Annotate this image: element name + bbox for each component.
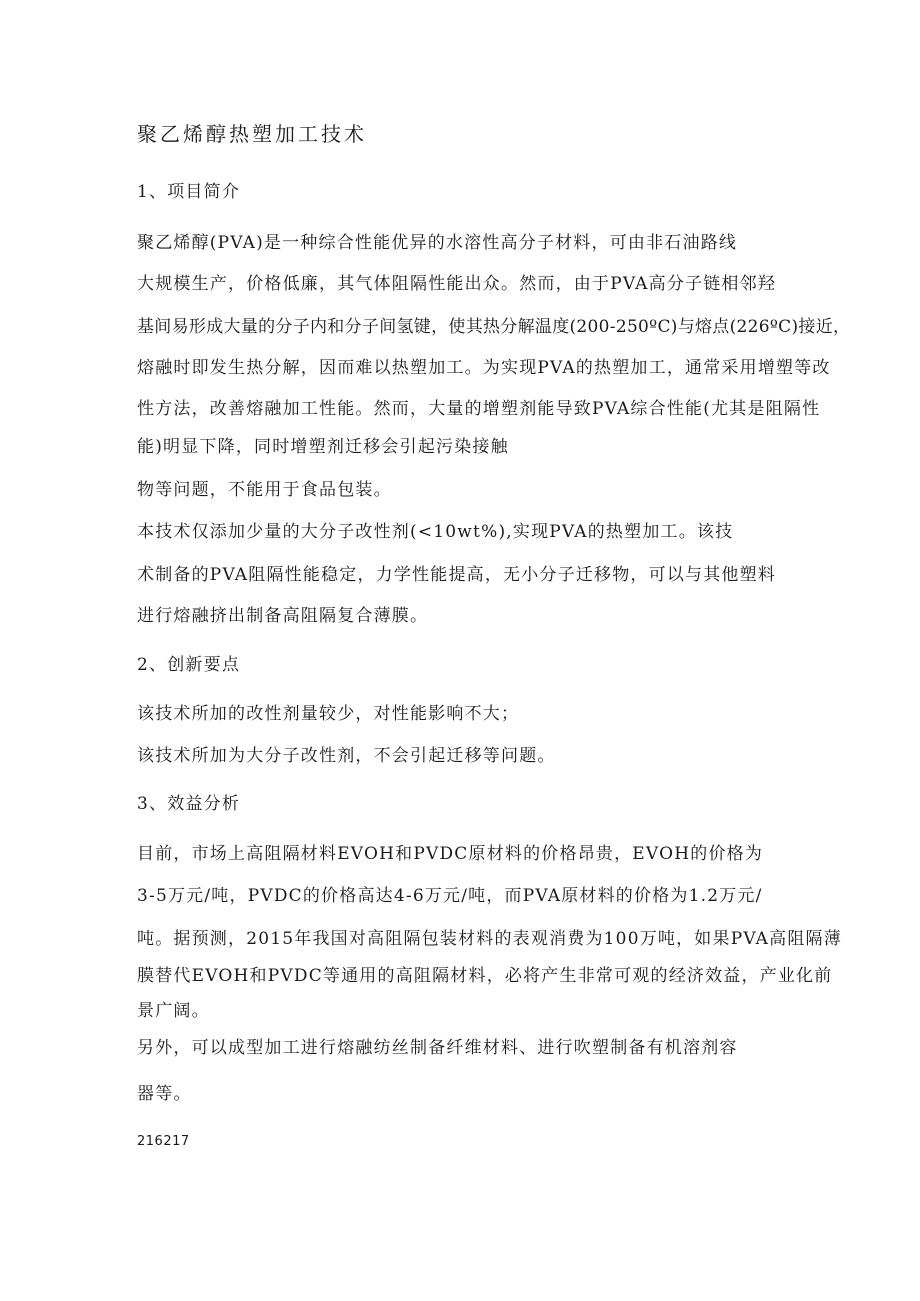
page-title: 聚乙烯醇热塑加工技术 xyxy=(137,122,367,146)
paragraph-line: 能)明显下降，同时增塑剂迁移会引起污染接触 xyxy=(137,437,509,457)
paragraph-line: 物等问题，不能用于食品包装。 xyxy=(137,480,392,500)
section-heading-benefit: 3、效益分析 xyxy=(137,794,241,814)
paragraph-line: 另外，可以成型加工进行熔融纺丝制备纤维材料、进行吹塑制备有机溶剂容 xyxy=(137,1038,738,1058)
paragraph-line: 本技术仅添加少量的大分子改性剂(<10wt%),实现PVA的热塑加工。该技 xyxy=(137,522,734,542)
paragraph-line: 术制备的PVA阻隔性能稳定，力学性能提高，无小分子迁移物，可以与其他塑料 xyxy=(137,565,777,585)
paragraph-line: 性方法，改善熔融加工性能。然而，大量的增塑剂能导致PVA综合性能(尤其是阻隔性 xyxy=(137,399,821,419)
paragraph-line: 景广阔。 xyxy=(137,1001,210,1021)
document-code: 216217 xyxy=(137,1134,190,1149)
paragraph-line: 进行熔融挤出制备高阻隔复合薄膜。 xyxy=(137,606,429,626)
paragraph-line: 该技术所加的改性剂量较少，对性能影响不大； xyxy=(137,704,520,724)
paragraph-line: 熔融时即发生热分解，因而难以热塑加工。为实现PVA的热塑加工，通常采用增塑等改 xyxy=(137,358,831,378)
paragraph-line: 基间易形成大量的分子内和分子间氢键，使其热分解温度(200-250ºC)与熔点(226ºC)接近， xyxy=(137,317,851,337)
paragraph-line: 器等。 xyxy=(137,1084,192,1104)
paragraph-line: 目前，市场上高阻隔材料EVOH和PVDC原材料的价格昂贵，EVOH的价格为 xyxy=(137,844,764,864)
paragraph-line: 吨。据预测，2015年我国对高阻隔包装材料的表观消费为100万吨，如果PVA高阻隔薄 xyxy=(137,929,842,949)
paragraph-line: 该技术所加为大分子改性剂，不会引起迁移等问题。 xyxy=(137,746,556,766)
section-heading-innovation: 2、创新要点 xyxy=(137,655,241,675)
paragraph-line: 聚乙烯醇(PVA)是一种综合性能优异的水溶性高分子材料，可由非石油路线 xyxy=(137,233,738,253)
paragraph-line: 3-5万元/吨，PVDC的价格高达4-6万元/吨，而PVA原材料的价格为1.2万元/ xyxy=(137,886,763,906)
paragraph-line: 大规模生产，价格低廉，其气体阻隔性能出众。然而，由于PVA高分子链相邻羟 xyxy=(137,274,777,294)
paragraph-line: 膜替代EVOH和PVDC等通用的高阻隔材料，必将产生非常可观的经济效益，产业化前 xyxy=(137,966,833,986)
section-heading-intro: 1、项目简介 xyxy=(137,182,241,202)
